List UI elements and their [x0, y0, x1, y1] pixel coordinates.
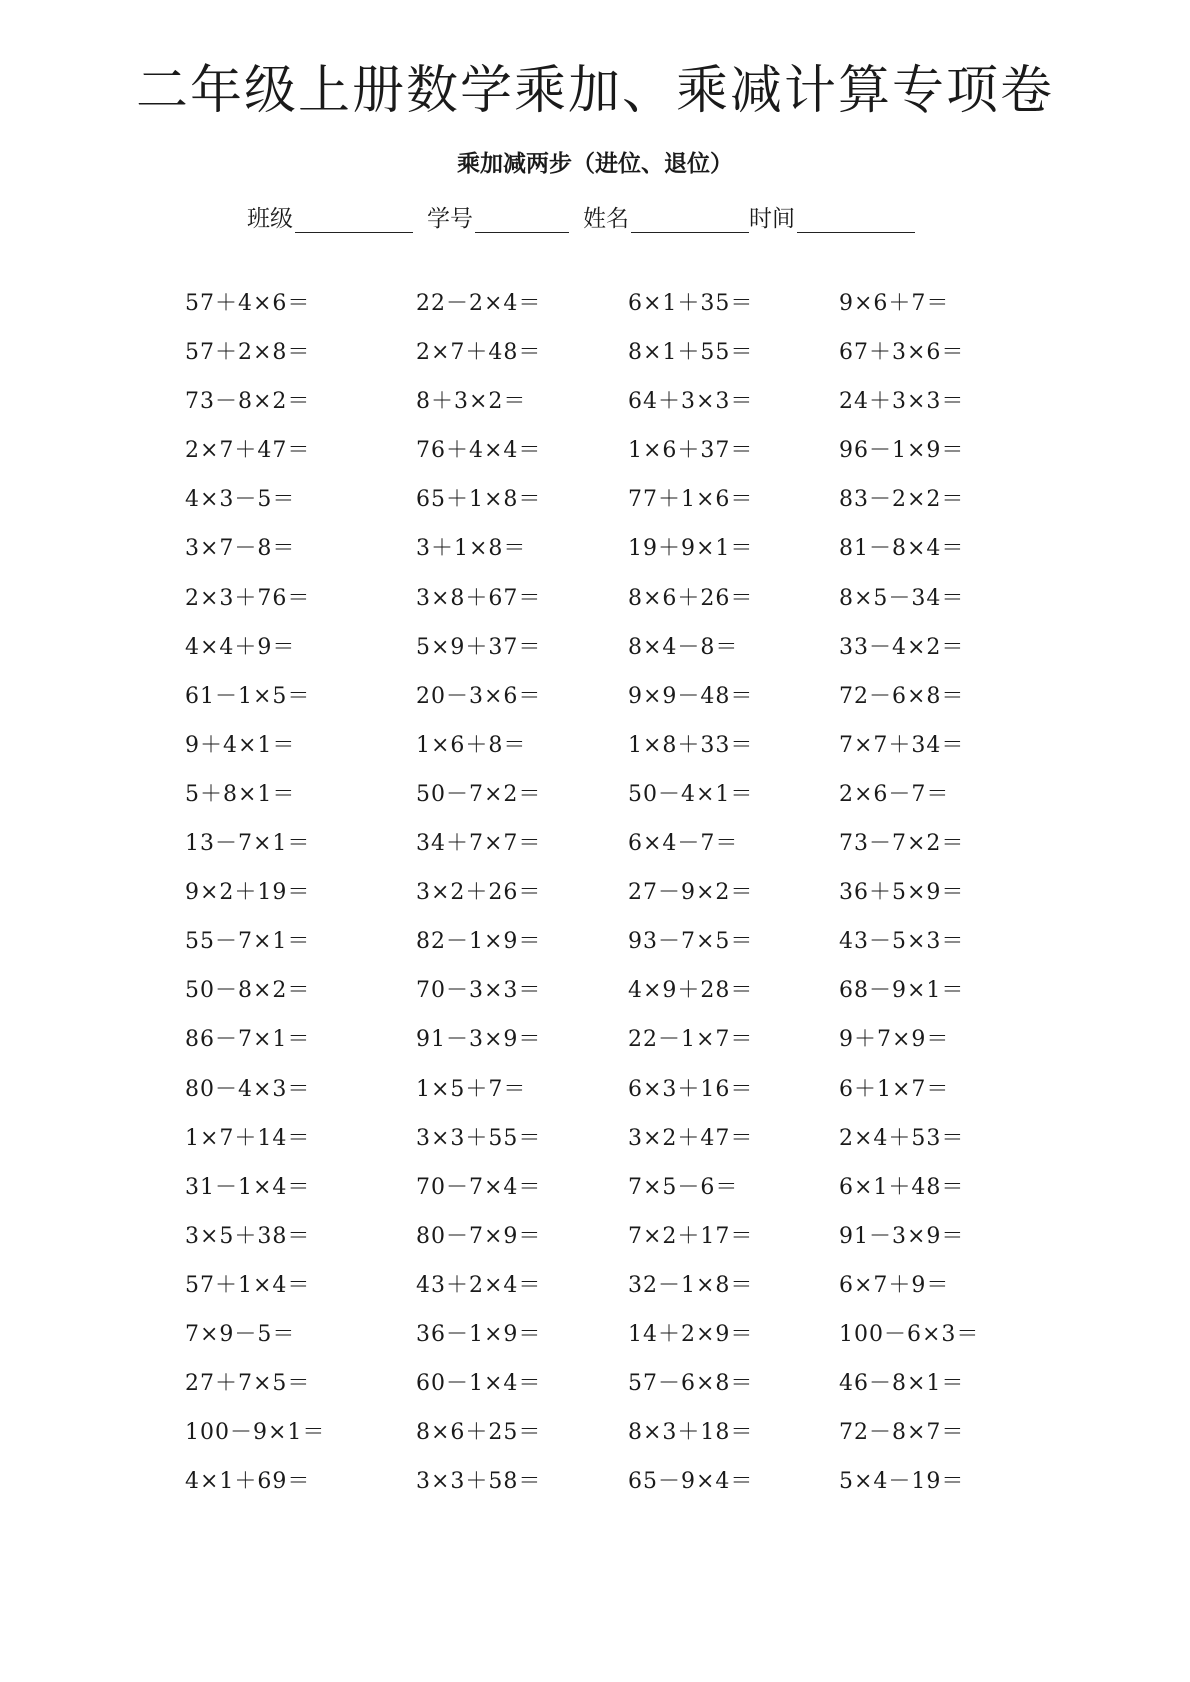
math-problem: 68－9×1＝: [839, 978, 965, 1004]
problem-row: [0, 584, 1190, 633]
math-problem: 57＋1×4＝: [185, 1272, 311, 1298]
math-problem: 24＋3×3＝: [839, 389, 965, 415]
math-problem: 9×2＋19＝: [185, 880, 311, 906]
problem-row: [0, 633, 1190, 682]
math-problem: 34＋7×7＝: [416, 831, 542, 857]
problem-row: [0, 780, 1190, 829]
math-problem: 91－3×9＝: [416, 1027, 542, 1053]
math-problem: 64＋3×3＝: [628, 389, 754, 415]
math-problem: 8×5－34＝: [839, 585, 965, 611]
math-problem: 6×4－7＝: [628, 831, 739, 857]
problem-row: [0, 1271, 1190, 1320]
math-problem: 43＋2×4＝: [416, 1272, 542, 1298]
math-problem: 8×4－8＝: [628, 634, 739, 660]
math-problem: 4×4＋9＝: [185, 634, 296, 660]
math-problem: 3×7－8＝: [185, 536, 296, 562]
math-problem: 7×9－5＝: [185, 1321, 296, 1347]
math-problem: 50－4×1＝: [628, 781, 754, 807]
math-problem: 4×9＋28＝: [628, 978, 754, 1004]
math-problem: 3×5＋38＝: [185, 1223, 311, 1249]
problem-row: [0, 338, 1190, 387]
math-problem: 73－8×2＝: [185, 389, 311, 415]
math-problem: 2×6－7＝: [839, 781, 950, 807]
problem-grid: [0, 289, 1190, 1516]
math-problem: 7×2＋17＝: [628, 1223, 754, 1249]
math-problem: 80－7×9＝: [416, 1223, 542, 1249]
problem-row: [0, 878, 1190, 927]
math-problem: 2×7＋47＝: [185, 438, 311, 464]
math-problem: 5＋8×1＝: [185, 781, 296, 807]
math-problem: 1×7＋14＝: [185, 1125, 311, 1151]
math-problem: 8×6＋26＝: [628, 585, 754, 611]
problem-row: [0, 1222, 1190, 1271]
math-problem: 57－6×8＝: [628, 1371, 754, 1397]
math-problem: 100－9×1＝: [185, 1420, 326, 1446]
math-problem: 27－9×2＝: [628, 880, 754, 906]
problem-row: [0, 387, 1190, 436]
math-problem: 8＋3×2＝: [416, 389, 527, 415]
math-problem: 55－7×1＝: [185, 929, 311, 955]
math-problem: 2×3＋76＝: [185, 585, 311, 611]
problem-row: [0, 682, 1190, 731]
math-problem: 1×8＋33＝: [628, 732, 754, 758]
math-problem: 14＋2×9＝: [628, 1321, 754, 1347]
math-problem: 72－8×7＝: [839, 1420, 965, 1446]
time-label: 时间: [749, 206, 795, 232]
student-id-field: [427, 205, 583, 233]
math-problem: 3×3＋58＝: [416, 1469, 542, 1495]
problem-row: [0, 1369, 1190, 1418]
math-problem: 61－1×5＝: [185, 683, 311, 709]
problem-row: [0, 1320, 1190, 1369]
math-problem: 6×1＋48＝: [839, 1174, 965, 1200]
name-field: [583, 205, 749, 233]
math-problem: 6＋1×7＝: [839, 1076, 950, 1102]
math-problem: 46－8×1＝: [839, 1371, 965, 1397]
math-problem: 96－1×9＝: [839, 438, 965, 464]
problem-row: [0, 289, 1190, 338]
math-problem: 100－6×3＝: [839, 1321, 980, 1347]
math-problem: 50－8×2＝: [185, 978, 311, 1004]
math-problem: 70－7×4＝: [416, 1174, 542, 1200]
math-problem: 20－3×6＝: [416, 683, 542, 709]
math-problem: 50－7×2＝: [416, 781, 542, 807]
math-problem: 9＋4×1＝: [185, 732, 296, 758]
math-problem: 8×6＋25＝: [416, 1420, 542, 1446]
name-blank[interactable]: [631, 208, 749, 233]
math-problem: 93－7×5＝: [628, 929, 754, 955]
math-problem: 60－1×4＝: [416, 1371, 542, 1397]
student-info-row: [247, 205, 915, 233]
math-problem: 27＋7×5＝: [185, 1371, 311, 1397]
page-subtitle: 乘加减两步（进位、退位）: [457, 151, 733, 177]
math-problem: 13－7×1＝: [185, 831, 311, 857]
class-blank[interactable]: [295, 208, 413, 233]
problem-row: [0, 829, 1190, 878]
math-problem: 6×1＋35＝: [628, 291, 754, 316]
time-blank[interactable]: [797, 208, 915, 233]
math-problem: 32－1×8＝: [628, 1272, 754, 1298]
problem-row: [0, 534, 1190, 583]
math-problem: 3×2＋47＝: [628, 1125, 754, 1151]
math-problem: 65＋1×8＝: [416, 487, 542, 513]
name-label: 姓名: [583, 206, 629, 232]
problem-row: [0, 976, 1190, 1025]
math-problem: 1×6＋37＝: [628, 438, 754, 464]
math-problem: 4×3－5＝: [185, 487, 296, 513]
math-problem: 43－5×3＝: [839, 929, 965, 955]
math-problem: 3×2＋26＝: [416, 880, 542, 906]
problem-row: [0, 1173, 1190, 1222]
time-field: [749, 205, 915, 233]
problem-row: [0, 485, 1190, 534]
math-problem: 3×3＋55＝: [416, 1125, 542, 1151]
math-problem: 7×5－6＝: [628, 1174, 739, 1200]
problem-row: [0, 1075, 1190, 1124]
math-problem: 4×1＋69＝: [185, 1469, 311, 1495]
page-title: 二年级上册数学乘加、乘减计算专项卷: [135, 61, 1054, 121]
math-problem: 36－1×9＝: [416, 1321, 542, 1347]
class-field: [247, 205, 427, 233]
problem-row: [0, 1418, 1190, 1467]
math-problem: 57＋4×6＝: [185, 291, 311, 316]
student-id-blank[interactable]: [475, 208, 569, 233]
student-id-label: 学号: [427, 206, 473, 232]
math-problem: 65－9×4＝: [628, 1469, 754, 1495]
math-problem: 70－3×3＝: [416, 978, 542, 1004]
math-problem: 9×9－48＝: [628, 683, 754, 709]
problem-row: [0, 1467, 1190, 1516]
math-problem: 7×7＋34＝: [839, 732, 965, 758]
math-problem: 5×9＋37＝: [416, 634, 542, 660]
math-problem: 6×3＋16＝: [628, 1076, 754, 1102]
math-problem: 22－2×4＝: [416, 291, 542, 316]
math-problem: 2×4＋53＝: [839, 1125, 965, 1151]
math-problem: 77＋1×6＝: [628, 487, 754, 513]
math-problem: 67＋3×6＝: [839, 340, 965, 366]
problem-row: [0, 1025, 1190, 1074]
math-problem: 9×6＋7＝: [839, 291, 950, 316]
math-problem: 76＋4×4＝: [416, 438, 542, 464]
math-problem: 86－7×1＝: [185, 1027, 311, 1053]
math-problem: 83－2×2＝: [839, 487, 965, 513]
problem-row: [0, 927, 1190, 976]
math-problem: 8×1＋55＝: [628, 340, 754, 366]
math-problem: 2×7＋48＝: [416, 340, 542, 366]
problem-row: [0, 1124, 1190, 1173]
math-problem: 91－3×9＝: [839, 1223, 965, 1249]
math-problem: 8×3＋18＝: [628, 1420, 754, 1446]
math-problem: 81－8×4＝: [839, 536, 965, 562]
math-problem: 31－1×4＝: [185, 1174, 311, 1200]
math-problem: 80－4×3＝: [185, 1076, 311, 1102]
math-problem: 1×5＋7＝: [416, 1076, 527, 1102]
math-problem: 22－1×7＝: [628, 1027, 754, 1053]
problem-row: [0, 436, 1190, 485]
math-problem: 36＋5×9＝: [839, 880, 965, 906]
math-problem: 73－7×2＝: [839, 831, 965, 857]
math-problem: 1×6＋8＝: [416, 732, 527, 758]
math-problem: 19＋9×1＝: [628, 536, 754, 562]
math-problem: 5×4－19＝: [839, 1469, 965, 1495]
math-problem: 3＋1×8＝: [416, 536, 527, 562]
math-problem: 57＋2×8＝: [185, 340, 311, 366]
math-problem: 82－1×9＝: [416, 929, 542, 955]
problem-row: [0, 731, 1190, 780]
math-problem: 9＋7×9＝: [839, 1027, 950, 1053]
math-problem: 33－4×2＝: [839, 634, 965, 660]
class-label: 班级: [247, 206, 293, 232]
math-problem: 3×8＋67＝: [416, 585, 542, 611]
math-problem: 72－6×8＝: [839, 683, 965, 709]
math-problem: 6×7＋9＝: [839, 1272, 950, 1298]
